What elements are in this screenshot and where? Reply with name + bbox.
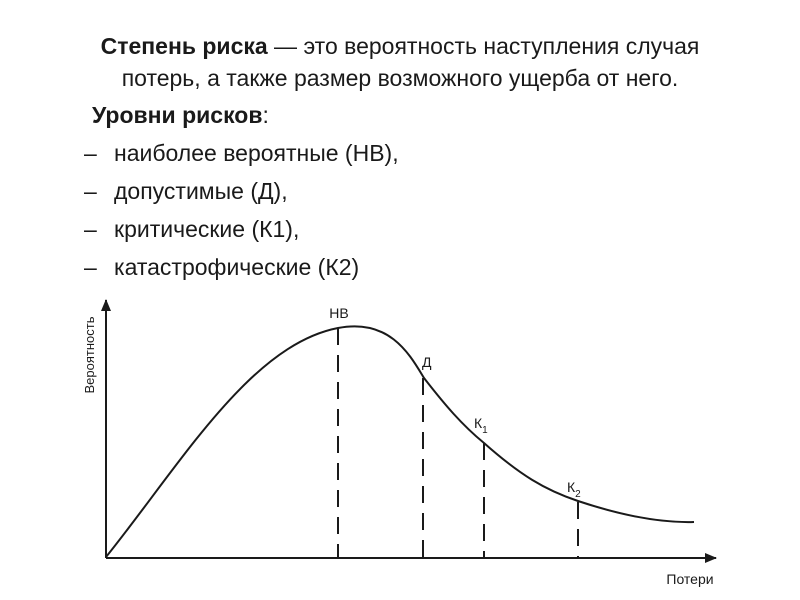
x-axis-label: Потери: [666, 571, 714, 587]
definition-term: Степень риска: [100, 33, 268, 59]
y-axis-label: Вероятность: [82, 316, 97, 394]
risk-level-item: – допустимые (Д),: [84, 178, 288, 204]
marker-label-nv: НВ: [329, 305, 349, 321]
marker-label-k2: $К_2$: [567, 479, 581, 500]
risk-levels-heading: Уровни рисков:: [92, 102, 269, 128]
risk-level-item: – катастрофические (К2): [84, 254, 360, 280]
marker-label-d: Д: [422, 354, 432, 370]
definition-line-1-rest: — это вероятность наступления случая: [267, 33, 700, 59]
definition-line-2: потерь, а также размер возможного ущерба от него.: [121, 65, 679, 91]
marker-label-k1: $К_1$: [474, 415, 488, 436]
risk-level-item: – критические (К1),: [84, 216, 300, 242]
risk-curve: [106, 326, 694, 557]
risk-level-item: – наиболее вероятные (НВ),: [84, 140, 399, 166]
